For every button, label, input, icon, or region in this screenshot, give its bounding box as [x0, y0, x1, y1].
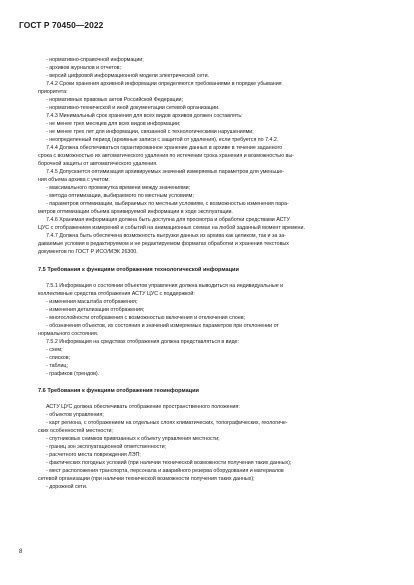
text-line: - фактических погодных условий (при наличии технической возможности получения таких данных);: [46, 460, 292, 466]
standard-code-header: ГОСТ Р 70450—2022: [19, 20, 104, 30]
text-line: - карт региона, с отображением на отдельных слоях климатических, топографических, геологиче-: [46, 420, 288, 426]
text-line: - параметров оптимизации, выбираемых по местным условиям, с возможностью изменения пара-: [46, 201, 289, 207]
text-line: 7.5.1 Информация о состоянии объектов управления должна выводиться на индивидуальные и: [46, 283, 284, 289]
text-line: - таблиц;: [46, 363, 68, 369]
text-line: - изменения детализации отображения;: [46, 307, 145, 313]
text-line: - не менее трех месяцев для всех видов информации;: [46, 121, 181, 127]
text-line: коллективные средства отображения АСТУ ЦУС с поддержкой:: [38, 291, 195, 297]
text-line: 7.4.7 Должна быть обеспечена возможность выгрузки данных из архива как целиком, так и за за-: [46, 233, 286, 239]
text-line: - объектов управления;: [46, 412, 104, 418]
text-line: ских особенностей местности;: [38, 428, 113, 434]
text-line: - обозначения объектов, их состояния и значений измеряемых параметров при отклонении от: [46, 323, 279, 329]
text-line: срока с возможностью их автоматического удаления по истечении срока хранения и возможностью вы-: [38, 153, 294, 159]
text-line: ЦУС с отображением измерений и событий на анимационных схемах на любой заданный момент времени.: [38, 225, 305, 231]
text-line: - архивов журналов и отчетов;: [46, 65, 121, 71]
text-line: борочной защиты от автоматического удаления.: [38, 161, 158, 167]
text-line: 7.4.5 Допускается оптимизация архивируемых значений измеряемых параметров для уменьше-: [46, 169, 285, 175]
page-number: 8: [19, 549, 23, 555]
text-line: - не менее трех лет для информации, связанной с технологическими нарушениями;: [46, 129, 254, 135]
text-line: 7.4.6 Хранимая информация должна быть доступна для просмотра и обработки средствами АСТУ: [46, 217, 290, 223]
text-line: - расчетного места повреждения ЛЭП;: [46, 452, 141, 458]
text-line: даваемые условия в редактируемом и не редактируемом форматах обработки и хранения текстовых: [38, 241, 289, 247]
text-line: сетевой организации (при наличии технической возможности получения таких данных);: [38, 476, 255, 482]
text-line: - изменения масштаба отображения;: [46, 299, 138, 305]
text-line: 7.4.3 Минимальный срок хранения для всех видов архивов должен составлять:: [46, 113, 243, 119]
text-line: - нормативно-справочной информации;: [46, 57, 144, 63]
text-line: АСТУ ЦУС должна обеспечивать отображение пространственного положения:: [46, 404, 240, 410]
text-line: - схем;: [46, 347, 63, 353]
section-heading-7-6: 7.6 Требования к функциям отображения геоинформации: [38, 388, 199, 394]
text-line: 7.4.2 Сроки хранения архивной информации определяются требованиями в порядке убывания: [46, 81, 282, 87]
text-line: - нормативно-технической и иной документации сетевой организации.: [46, 105, 220, 111]
text-line: - версий цифровой информационной модели электрической сети.: [46, 73, 210, 79]
text-line: - дорожной сети.: [46, 484, 88, 490]
text-line: - спутниковых снимков привязанных к объекту управления местности;: [46, 436, 220, 442]
text-line: - списков;: [46, 355, 70, 361]
text-line: - границ зон эксплуатационной ответственности;: [46, 444, 167, 450]
section-heading-7-5: 7.5 Требования к функциям отображения технологической информации: [38, 267, 239, 273]
text-line: - графиков (трендов).: [46, 371, 100, 377]
text-line: документов по ГОСТ Р ИСО/МЭК 26300.: [38, 249, 138, 255]
text-line: приоритета:: [38, 89, 68, 95]
text-line: - максимального промежутка времени между значениями;: [46, 185, 191, 191]
text-line: - нормативных правовых актов Российской Федерации;: [46, 97, 183, 103]
text-line: метров оптимизации объема архивируемой информации в ходе эксплуатации.: [38, 209, 233, 215]
text-line: - многослойности отображения с возможностью включения и отключения слоев;: [46, 315, 246, 321]
text-line: 7.4.4 Должна обеспечиваться гарантированное хранение данных в архиве в течение заданного: [46, 145, 283, 151]
text-line: ния объема архива с учетом:: [38, 177, 110, 183]
text-line: - метода оптимизации, выбираемого по местным условиям;: [46, 193, 194, 199]
text-line: - неопределенный период (архивные записи с защитой от удаления), если требуется по 7.4.2.: [46, 137, 279, 143]
text-line: нормального состояния.: [38, 331, 99, 337]
text-line: 7.5.2 Информация на средствах отображения должна представляться в виде:: [46, 339, 239, 345]
text-line: - мест расположения транспорта, персонала и аварийного резерва оборудования и материалов: [46, 468, 284, 474]
